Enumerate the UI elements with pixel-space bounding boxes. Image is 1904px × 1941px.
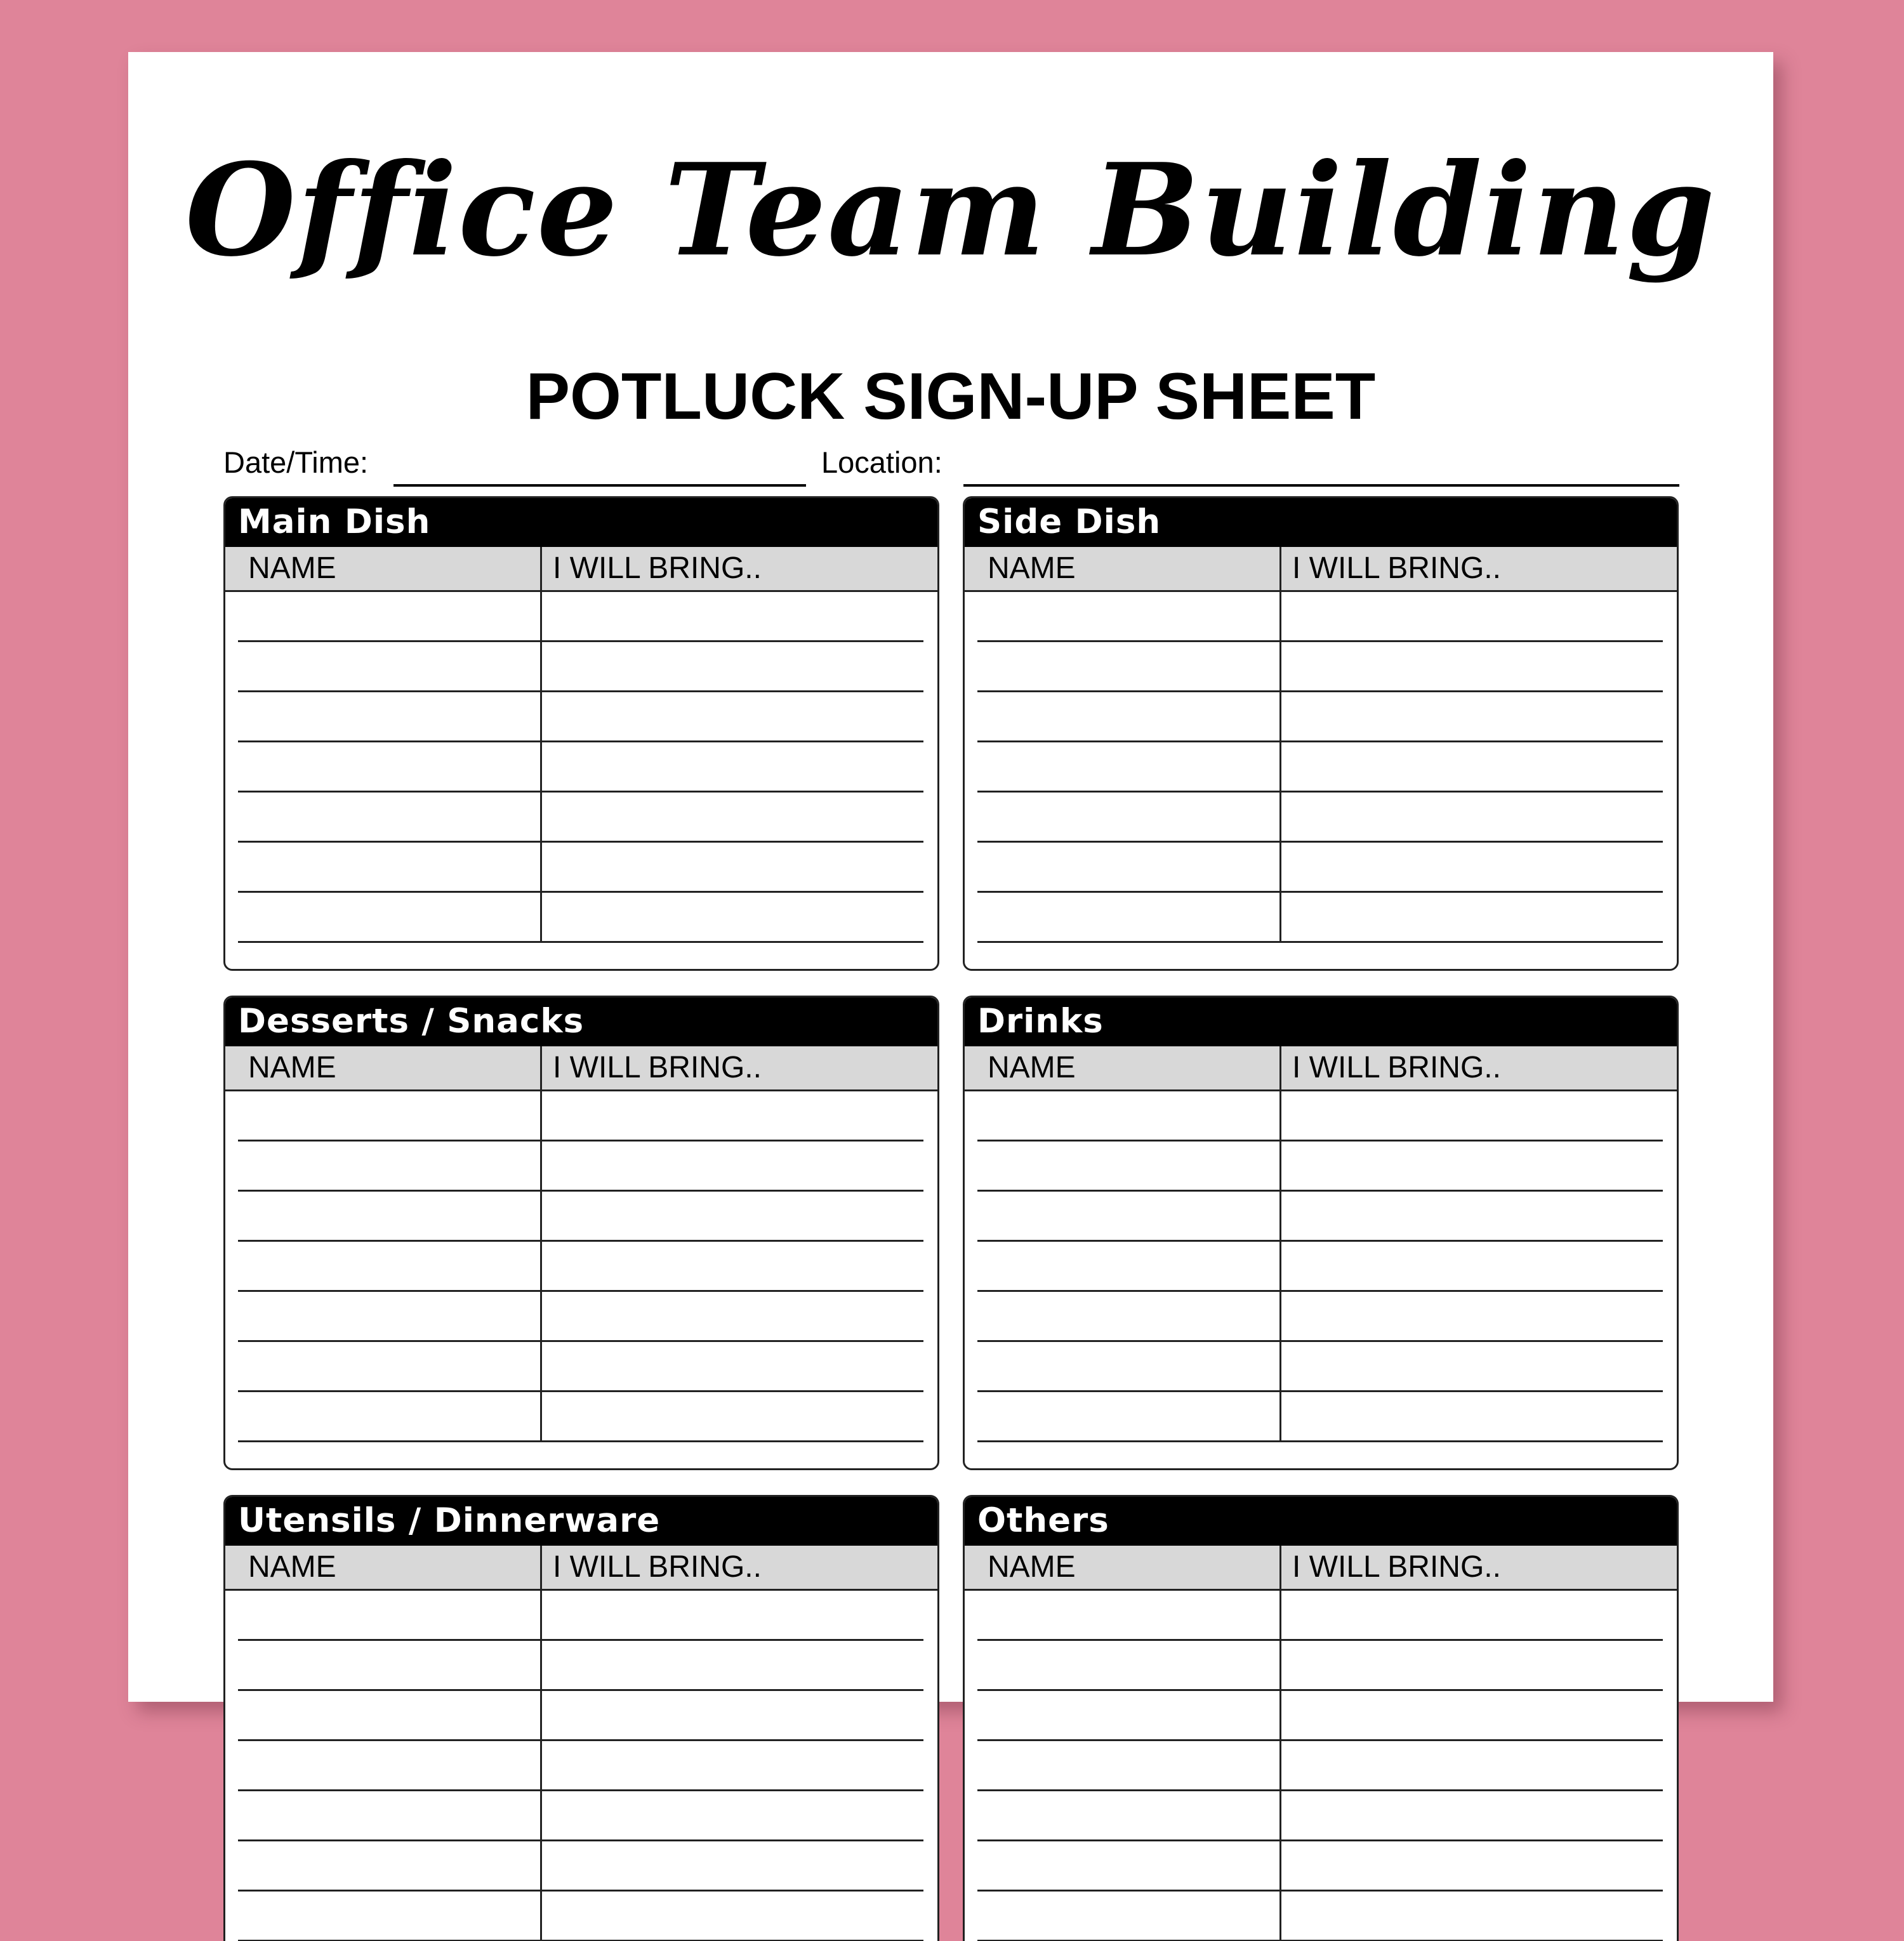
column-divider [540, 547, 542, 942]
entry-row-line[interactable] [238, 1839, 923, 1841]
entry-row-line[interactable] [238, 1739, 923, 1741]
location-label: Location: [821, 445, 942, 479]
section-header [225, 1497, 937, 1546]
entry-row-line[interactable] [238, 841, 923, 843]
entry-row-line[interactable] [977, 740, 1663, 742]
column-name-label: NAME [988, 551, 1076, 585]
entry-row-line[interactable] [977, 690, 1663, 692]
entry-row-line[interactable] [238, 1890, 923, 1892]
column-bring-label: I WILL BRING.. [553, 551, 762, 585]
section-main-dish [223, 496, 939, 971]
entry-row-line[interactable] [238, 690, 923, 692]
section-title: Main Dish [238, 503, 431, 541]
entry-row-line[interactable] [238, 1689, 923, 1691]
entry-row-line[interactable] [238, 1290, 923, 1292]
column-name-label: NAME [988, 1051, 1076, 1084]
section-drinks [963, 996, 1679, 1470]
entry-row-line[interactable] [977, 640, 1663, 642]
location-field[interactable] [963, 484, 1679, 487]
column-divider [540, 1546, 542, 1941]
entry-row-line[interactable] [238, 1390, 923, 1392]
entry-row-line[interactable] [977, 891, 1663, 893]
column-header-row [225, 547, 937, 592]
section-header [965, 498, 1677, 547]
section-title: Side Dish [977, 503, 1161, 541]
column-name-label: NAME [248, 1051, 336, 1084]
entry-row-line[interactable] [977, 841, 1663, 843]
date-time-field[interactable] [393, 484, 806, 487]
entry-row-line[interactable] [977, 1290, 1663, 1292]
section-title: Drinks [977, 1002, 1104, 1041]
entry-row-line[interactable] [977, 1140, 1663, 1142]
entry-row-line[interactable] [238, 941, 923, 943]
entry-row-line[interactable] [977, 941, 1663, 943]
entry-row-line[interactable] [977, 1689, 1663, 1691]
section-others [963, 1495, 1679, 1941]
section-title: Others [977, 1501, 1109, 1540]
entry-row-line[interactable] [238, 1440, 923, 1442]
column-name-label: NAME [988, 1550, 1076, 1584]
column-bring-label: I WILL BRING.. [553, 1051, 762, 1084]
column-name-label: NAME [248, 551, 336, 585]
entry-row-line[interactable] [977, 1190, 1663, 1192]
column-name-label: NAME [248, 1550, 336, 1584]
entry-row-line[interactable] [238, 1639, 923, 1641]
column-divider [1279, 1046, 1281, 1441]
column-header-row [965, 1546, 1677, 1591]
entry-row-line[interactable] [977, 791, 1663, 793]
entry-row-line[interactable] [238, 1190, 923, 1192]
entry-row-line[interactable] [977, 1789, 1663, 1791]
entry-row-line[interactable] [238, 740, 923, 742]
section-header [965, 1497, 1677, 1546]
entry-row-line[interactable] [977, 1839, 1663, 1841]
column-bring-label: I WILL BRING.. [1292, 1550, 1501, 1584]
signup-sheet-page [128, 52, 1773, 1702]
entry-row-line[interactable] [977, 1390, 1663, 1392]
section-side-dish [963, 496, 1679, 971]
section-header [225, 498, 937, 547]
column-header-row [965, 1046, 1677, 1091]
entry-row-line[interactable] [238, 891, 923, 893]
column-divider [1279, 547, 1281, 942]
page-title: Office Team Building [185, 136, 1717, 285]
entry-row-line[interactable] [977, 1240, 1663, 1242]
entry-row-line[interactable] [238, 1340, 923, 1342]
column-divider [540, 1046, 542, 1441]
column-header-row [225, 1546, 937, 1591]
entry-row-line[interactable] [977, 1340, 1663, 1342]
entry-row-line[interactable] [238, 1789, 923, 1791]
section-utensils-dinnerware [223, 1495, 939, 1941]
page-subtitle: POTLUCK SIGN-UP SHEET [526, 360, 1376, 433]
column-bring-label: I WILL BRING.. [1292, 551, 1501, 585]
column-header-row [225, 1046, 937, 1091]
entry-row-line[interactable] [977, 1739, 1663, 1741]
entry-row-line[interactable] [238, 1140, 923, 1142]
section-title: Utensils / Dinnerware [238, 1501, 661, 1540]
entry-row-line[interactable] [238, 640, 923, 642]
column-bring-label: I WILL BRING.. [1292, 1051, 1501, 1084]
section-title: Desserts / Snacks [238, 1002, 585, 1041]
section-desserts-snacks [223, 996, 939, 1470]
entry-row-line[interactable] [238, 1240, 923, 1242]
event-details-row [223, 444, 1679, 494]
entry-row-line[interactable] [238, 791, 923, 793]
entry-row-line[interactable] [977, 1440, 1663, 1442]
section-header [225, 997, 937, 1046]
column-bring-label: I WILL BRING.. [553, 1550, 762, 1584]
section-header [965, 997, 1677, 1046]
date-time-label: Date/Time: [223, 445, 369, 479]
entry-row-line[interactable] [977, 1890, 1663, 1892]
column-divider [1279, 1546, 1281, 1941]
entry-row-line[interactable] [977, 1639, 1663, 1641]
column-header-row [965, 547, 1677, 592]
